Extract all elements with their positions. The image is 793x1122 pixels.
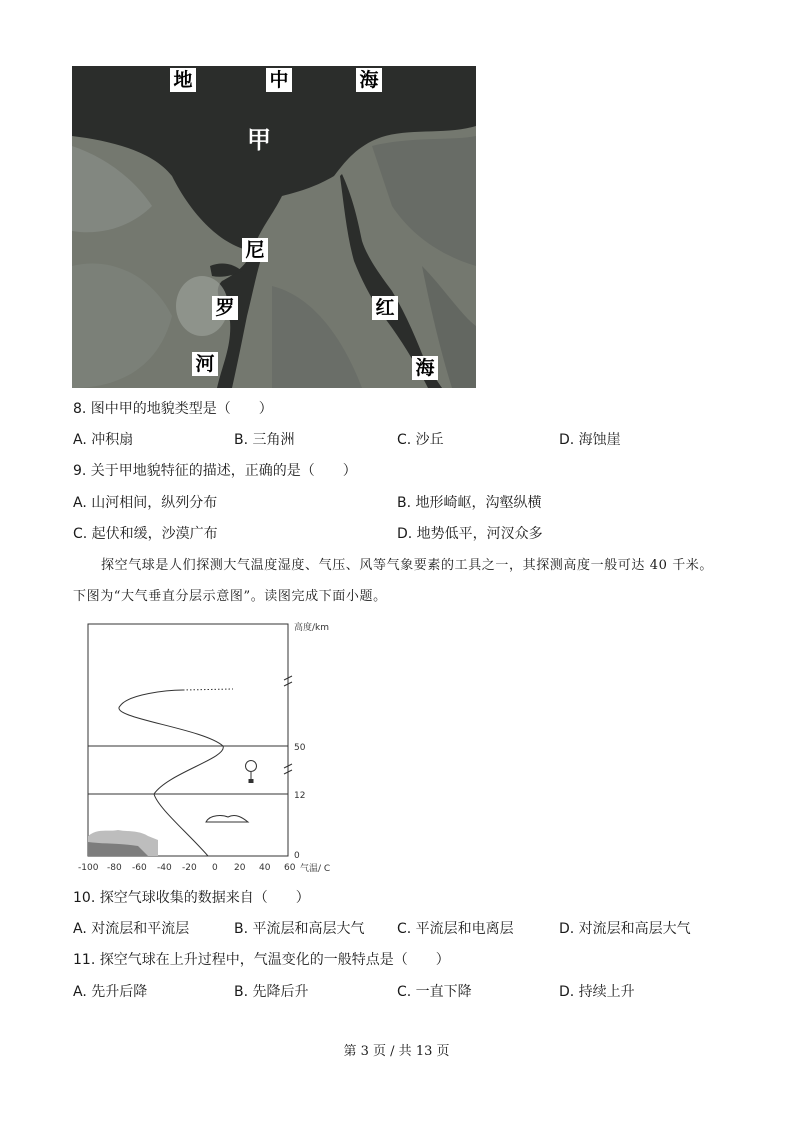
chart-frame xyxy=(88,624,288,856)
y-axis-label: 高度/km xyxy=(294,623,330,633)
label-zhong: 中 xyxy=(266,68,292,92)
x-tick-60: 60 xyxy=(284,863,296,873)
label-he: 河 xyxy=(192,352,218,376)
temperature-curve-dotted xyxy=(183,689,233,690)
x-tick-neg100: -100 xyxy=(78,863,99,873)
label-hai-top: 海 xyxy=(356,68,382,92)
page-footer: 第 3 页 / 共 13 页 xyxy=(343,1044,450,1059)
question-9-stem: 9. 关于甲地貌特征的描述，正确的是（ ） xyxy=(73,463,357,479)
q9-option-d[interactable]: D. 地势低平，河汊众多 xyxy=(397,526,543,542)
q11-option-c[interactable]: C. 一直下降 xyxy=(397,984,472,1000)
x-tick-0: 0 xyxy=(212,863,218,873)
label-hong: 红 xyxy=(372,296,398,320)
q11-option-a[interactable]: A. 先升后降 xyxy=(73,984,148,1000)
x-tick-20: 20 xyxy=(234,863,246,873)
q9-option-c[interactable]: C. 起伏和缓，沙漠广布 xyxy=(73,526,218,542)
label-di: 地 xyxy=(170,68,196,92)
intro-line-2: 下图为“大气垂直分层示意图”。读图完成下面小题。 xyxy=(73,589,387,604)
question-11-stem: 11. 探空气球在上升过程中，气温变化的一般特点是（ ） xyxy=(73,952,450,968)
q8-option-c[interactable]: C. 沙丘 xyxy=(397,432,444,448)
q8-option-d[interactable]: D. 海蚀崖 xyxy=(559,432,621,448)
label-luo: 罗 xyxy=(212,296,238,320)
y-tick-50: 50 xyxy=(294,743,306,753)
x-tick-neg20: -20 xyxy=(182,863,197,873)
label-jia: 甲 xyxy=(247,125,271,154)
q8-option-b[interactable]: B. 三角洲 xyxy=(234,432,295,448)
x-tick-neg80: -80 xyxy=(107,863,122,873)
y-tick-12: 12 xyxy=(294,791,306,801)
q8-option-a[interactable]: A. 冲积扇 xyxy=(73,432,134,448)
satellite-terrain xyxy=(72,66,476,388)
nile-delta-satellite-image xyxy=(72,66,476,388)
x-tick-40: 40 xyxy=(259,863,271,873)
atmosphere-layers-chart xyxy=(78,618,348,880)
y-tick-0: 0 xyxy=(294,851,300,861)
question-10-stem: 10. 探空气球收集的数据来自（ ） xyxy=(73,890,310,906)
label-hai-bottom: 海 xyxy=(412,356,438,380)
q10-option-c[interactable]: C. 平流层和电离层 xyxy=(397,921,514,937)
q10-option-b[interactable]: B. 平流层和高层大气 xyxy=(234,921,365,937)
x-tick-neg60: -60 xyxy=(132,863,147,873)
q9-option-a[interactable]: A. 山河相间，纵列分布 xyxy=(73,495,218,511)
q9-option-b[interactable]: B. 地形崎岖，沟壑纵横 xyxy=(397,495,542,511)
q11-option-d[interactable]: D. 持续上升 xyxy=(559,984,635,1000)
temperature-curve xyxy=(119,690,223,856)
q10-option-a[interactable]: A. 对流层和平流层 xyxy=(73,921,190,937)
intro-line-1: 探空气球是人们探测大气温度湿度、气压、风等气象要素的工具之一，其探测高度一般可达 40 千米。 xyxy=(101,558,714,573)
x-tick-neg40: -40 xyxy=(157,863,172,873)
question-8-stem: 8. 图中甲的地貌类型是（ ） xyxy=(73,401,273,417)
q11-option-b[interactable]: B. 先降后升 xyxy=(234,984,309,1000)
balloon-payload xyxy=(249,779,254,783)
balloon-icon xyxy=(246,761,257,772)
label-ni: 尼 xyxy=(242,238,268,262)
q10-option-d[interactable]: D. 对流层和高层大气 xyxy=(559,921,691,937)
x-axis-label: 气温/ C xyxy=(300,864,331,874)
cloud-icon xyxy=(206,816,248,822)
